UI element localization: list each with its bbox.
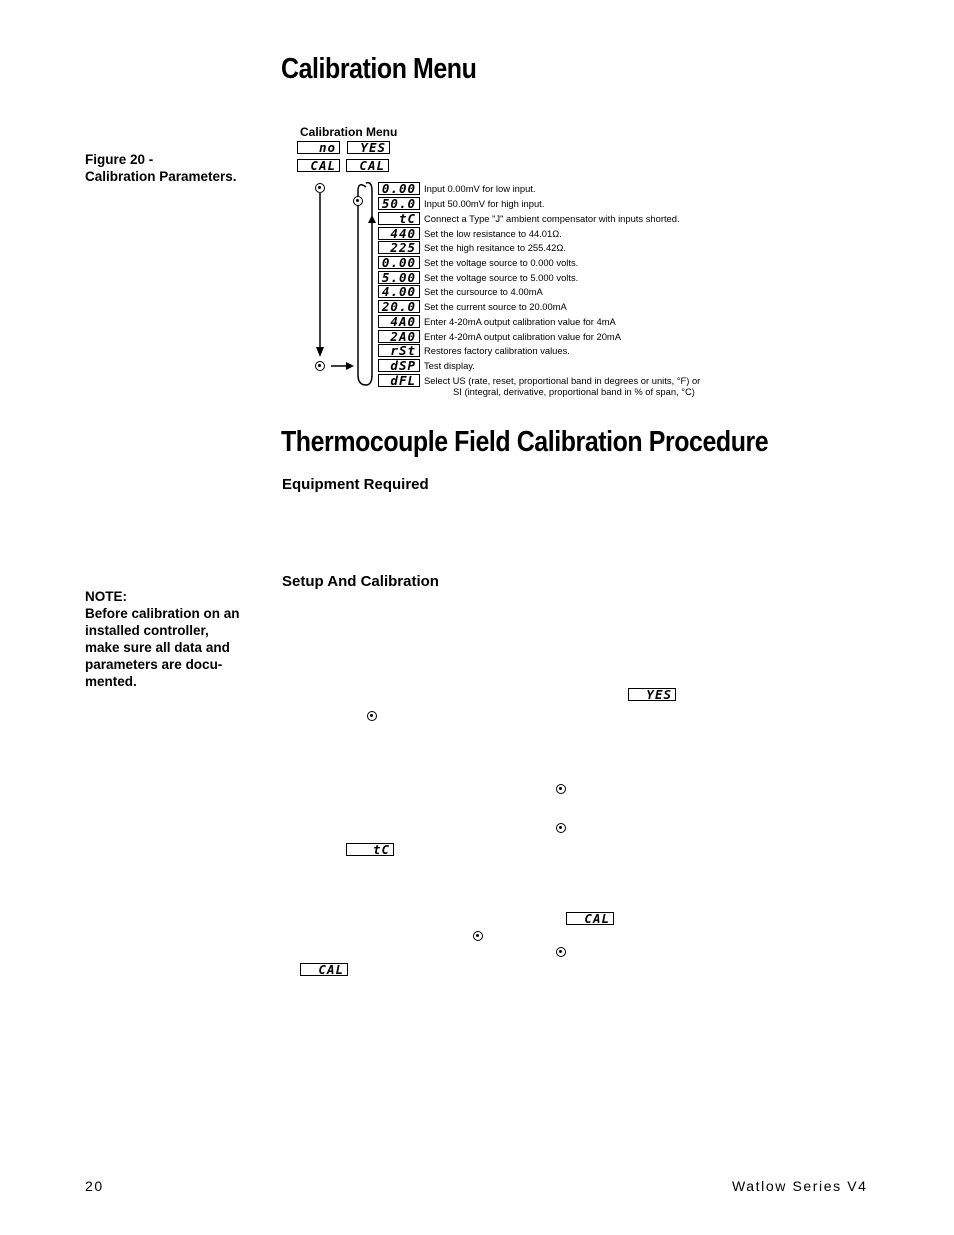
lcd-row-display: 50.0: [378, 197, 420, 210]
advance-key-icon: [353, 196, 363, 206]
figure-caption-line2: Calibration Parameters.: [85, 169, 237, 184]
footer-product-name: Watlow Series V4: [732, 1178, 868, 1194]
lcd-row-display: 4A0: [378, 315, 420, 328]
page-number: 20: [85, 1178, 104, 1194]
note-line: make sure all data and: [85, 640, 230, 655]
subheading-setup: Setup And Calibration: [282, 573, 439, 590]
lcd-row-display: dFL: [378, 374, 420, 387]
lcd-display-yes: YES: [347, 141, 390, 154]
lcd-inline-tc: tC: [346, 843, 394, 856]
lcd-row-display: 5.00: [378, 271, 420, 284]
advance-key-icon: [556, 823, 566, 833]
section-title-thermocouple: Thermocouple Field Calibration Procedure: [281, 426, 769, 458]
lcd-row-display: 225: [378, 241, 420, 254]
row-description: Set the high resitance to 255.42Ω.: [424, 242, 566, 253]
subheading-equipment: Equipment Required: [282, 476, 429, 493]
lcd-inline-yes: YES: [628, 688, 676, 701]
flow-diagram: [300, 175, 390, 395]
lcd-row-display: 440: [378, 227, 420, 240]
figure-title: Calibration Menu: [300, 125, 398, 139]
lcd-display-cal: CAL: [297, 159, 340, 172]
row-description: Set the cursource to 4.00mA: [424, 286, 543, 297]
row-description: Connect a Type "J" ambient compensator with inputs shorted.: [424, 213, 680, 224]
lcd-row-display: 0.00: [378, 182, 420, 195]
figure-caption: [85, 151, 237, 185]
lcd-row-display: 2A0: [378, 330, 420, 343]
row-description: Set the current source to 20.00mA: [424, 301, 567, 312]
lcd-row-display: 4.00: [378, 285, 420, 298]
row-description: Select US (rate, reset, proportional band in degrees or units, °F) or: [424, 375, 701, 386]
advance-key-icon: [556, 947, 566, 957]
lcd-row-display: 0.00: [378, 256, 420, 269]
row-description: Input 0.00mV for low input.: [424, 183, 536, 194]
note-line: parameters are docu-: [85, 657, 223, 672]
row-description: Test display.: [424, 360, 475, 371]
note-line: Before calibration on an: [85, 606, 240, 621]
note-title: NOTE:: [85, 589, 127, 604]
row-description: Set the voltage source to 0.000 volts.: [424, 257, 579, 268]
lcd-inline-cal: CAL: [300, 963, 348, 976]
row-description: Set the voltage source to 5.000 volts.: [424, 272, 579, 283]
advance-key-icon: [315, 361, 325, 371]
lcd-inline-cal: CAL: [566, 912, 614, 925]
row-description: Enter 4-20mA output calibration value for 20mA: [424, 331, 621, 342]
lcd-row-display: rSt: [378, 344, 420, 357]
note-line: mented.: [85, 674, 137, 689]
row-description: Enter 4-20mA output calibration value for 4mA: [424, 316, 616, 327]
note-line: installed controller,: [85, 623, 209, 638]
advance-key-icon: [556, 784, 566, 794]
lcd-row-display: tC: [378, 212, 420, 225]
lcd-display-cal: CAL: [346, 159, 389, 172]
lcd-row-display: dSP: [378, 359, 420, 372]
row-description: Set the low resistance to 44.01Ω.: [424, 228, 562, 239]
infinity-key-icon: [473, 931, 483, 941]
row-description-continued: SI (integral, derivative, proportional band in % of span, °C): [453, 386, 695, 397]
row-description: Input 50.00mV for high input.: [424, 198, 545, 209]
infinity-key-icon: [367, 711, 377, 721]
lcd-display-no: no: [297, 141, 340, 154]
lcd-row-display: 20.0: [378, 300, 420, 313]
note-box: [85, 588, 255, 690]
figure-caption-line1: Figure 20 -: [85, 152, 154, 167]
row-description: Restores factory calibration values.: [424, 345, 570, 356]
advance-key-icon: [315, 183, 325, 193]
page-title-calibration-menu: Calibration Menu: [281, 53, 477, 85]
